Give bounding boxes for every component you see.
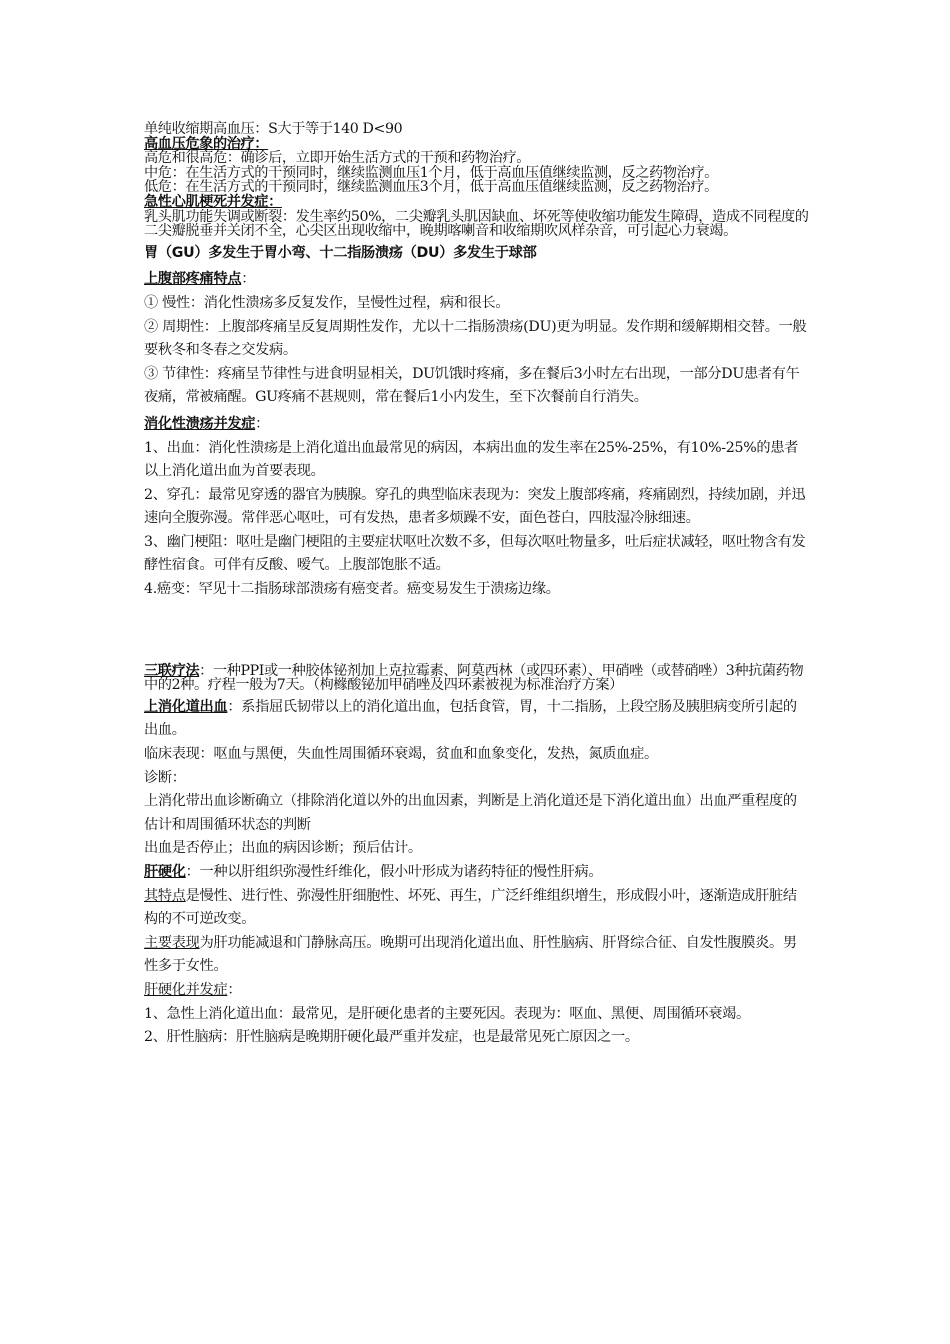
upper-gi-bleeding-definition: 上消化道出血：系指屈氏韧带以上的消化道出血，包括食管，胃，十二指肠，上段空肠及胰胆病变所引起的出血。	[144, 698, 797, 739]
pain-feature-rhythmic: ③ 节律性：疼痛呈节律性与进食明显相关，DU饥饿时疼痛，多在餐后3小时左右出现，一部分DU患者有午夜痛，常被痛醒。GU疼痛不甚规则，常在餐后1小内发生，至下次餐前自行消失。	[144, 365, 800, 406]
document-page	[144, 122, 810, 1050]
acute-mi-complications-heading: 急性心肌梗死并发症：	[144, 193, 282, 210]
ulcer-complication-cancer: 4.癌变：罕见十二指肠球部溃疡有癌变者。癌变易发生于溃疡边缘。	[144, 581, 560, 598]
upper-gi-bleeding-diagnosis-label: 诊断：	[144, 769, 186, 786]
cirrhosis-complications-heading: 肝硬化并发症：	[144, 981, 242, 998]
epigastric-pain-heading: 上腹部疼痛特点：	[144, 271, 256, 288]
pain-feature-chronic: ① 慢性：消化性溃疡多反复发作，呈慢性过程，病和很长。	[144, 294, 510, 311]
upper-gi-bleeding-diagnosis-2: 出血是否停止；出血的病因诊断；预后估计。	[144, 840, 422, 857]
upper-gi-bleeding-diagnosis-1: 上消化带出血诊断确立（排除消化道以外的出血因素，判断是上消化道还是下消化道出血）出血严重程度的估计和周围循环状态的判断	[144, 793, 797, 833]
crisis-item-medium-risk: 中危：在生活方式的干预同时，继续监测血压1个月，低于高血压值继续监测，反之药物治疗。	[144, 164, 718, 181]
papillary-muscle-dysfunction-text: 乳头肌功能失调或断裂：发生率约50%，二尖瓣乳头肌因缺血、坏死等使收缩功能发生障碍，造成不同程度的二尖瓣脱垂并关闭不全，心尖区出现收缩中，晚期喀喇音和收缩期吹风样杂音，可引起心力衰竭。	[144, 208, 809, 240]
ulcer-complication-pyloric-obstruction: 3、幽门梗阻：呕吐是幽门梗阻的主要症状呕吐次数不多，但每次呕吐物量多，吐后症状减轻，呕吐物含有发酵性宿食。可伴有反酸、嗳气。上腹部饱胀不适。	[144, 533, 806, 574]
ulcer-complication-bleeding: 1、出血：消化性溃疡是上消化道出血最常见的病因，本病出血的发生率在25%-25%，有10%-25%的患者以上消化道出血为首要表现。	[144, 439, 799, 480]
cirrhosis-features: 其特点是慢性、进行性、弥漫性肝细胞性、坏死、再生，广泛纤维组织增生，形成假小叶，逐渐造成肝脏结构的不可逆改变。	[144, 887, 797, 928]
upper-gi-bleeding-clinical: 临床表现：呕血与黑便，失血性周围循环衰竭，贫血和血象变化，发热，氮质血症。	[144, 746, 658, 763]
crisis-item-low-risk: 低危：在生活方式的干预同时，继续监测血压3个月，低于高血压值继续监测，反之药物治疗。	[144, 179, 718, 196]
cirrhosis-complication-bleeding: 1、急性上消化道出血：最常见，是肝硬化患者的主要死因。表现为：呕血、黑便、周围循环衰竭。	[144, 1005, 750, 1022]
ulcer-complication-perforation: 2、穿孔：最常见穿透的器官为胰腺。穿孔的典型临床表现为：突发上腹部疼痛，疼痛剧烈，持续加剧，并迅速向全腹弥漫。常伴恶心呕吐，可有发热，患者多烦躁不安，面色苍白，四肢湿冷脉细速。	[144, 486, 806, 527]
cirrhosis-complication-encephalopathy: 2、肝性脑病：肝性脑病是晚期肝硬化最严重并发症，也是最常见死亡原因之一。	[144, 1029, 639, 1046]
hypertension-crisis-heading: 高血压危象的治疗：	[144, 135, 269, 152]
cirrhosis-main-manifestations: 主要表现为肝功能减退和门静脉高压。晚期可出现消化道出血、肝性脑病、肝肾综合征、自发性腹膜炎。男性多于女性。	[144, 934, 797, 975]
ulcer-complications-heading: 消化性溃疡并发症：	[144, 415, 269, 432]
gu-du-location-line: 胃（GU）多发生于胃小弯、十二指肠溃疡（DU）多发生于球部	[144, 244, 537, 261]
isolated-systolic-hypertension-line: 单纯收缩期高血压：S大于等于140 D<90	[144, 121, 403, 137]
triple-therapy-paragraph: 三联疗法：一种PPI或一种胶体铋剂加上克拉霉素、阿莫西林（或四环素）、甲硝唑（或替硝唑）3种抗菌药物中的2种。疗程一般为7天。（枸橼酸铋加甲硝唑及四环素被视为标准治疗方案）	[144, 662, 804, 694]
cirrhosis-definition: 肝硬化：一种以肝组织弥漫性纤维化，假小叶形成为诸药特征的慢性肝病。	[144, 864, 603, 880]
crisis-item-high-risk: 高危和很高危：确诊后，立即开始生活方式的干预和药物治疗。	[144, 150, 531, 167]
pain-feature-periodic: ② 周期性：上腹部疼痛呈反复周期性发作，尤以十二指肠溃疡(DU)更为明显。发作期和缓解期相交替。一般要秋冬和冬春之交发病。	[144, 318, 807, 359]
